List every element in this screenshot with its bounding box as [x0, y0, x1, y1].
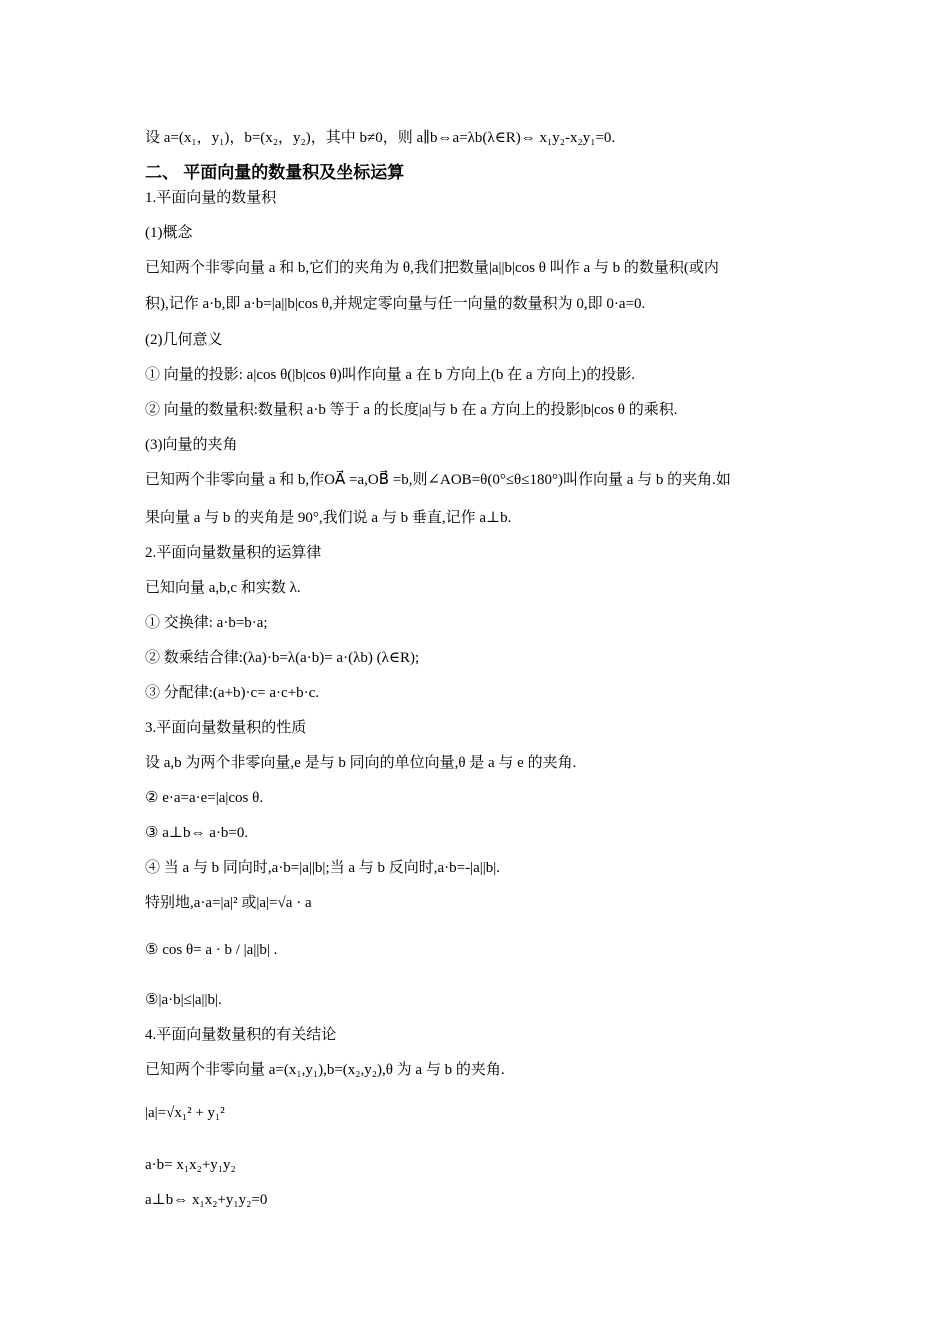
text-line: 果向量 a 与 b 的夹角是 90°,我们说 a 与 b 垂直,记作 a⊥b. [145, 510, 512, 526]
text-line: ② 数乘结合律:(λa)·b=λ(a·b)= a·(λb) (λ∈R); [145, 650, 420, 666]
text-line: (2)几何意义 [145, 332, 223, 348]
text-line: ① 向量的投影: a|cos θ(|b|cos θ)叫作向量 a 在 b 方向上(b 在 a 方向上)的投影. [145, 367, 635, 383]
text-line: ③ a⊥b⇔ a·b=0. [145, 825, 249, 841]
formula-line: |a|=√x₁² + y₁² [145, 1105, 225, 1121]
text-line: ④ 当 a 与 b 同向时,a·b=|a||b|;当 a 与 b 反向时,a·b=-|a||b|. [145, 860, 501, 876]
text-line: ⑤|a·b|≤|a||b|. [145, 992, 222, 1008]
text-line: 设 a,b 为两个非零向量,e 是与 b 同向的单位向量,θ 是 a 与 e 的夹角. [145, 755, 577, 771]
text-line: 已知两个非零向量 a 和 b,作OA⃗ =a,OB⃗ =b,则∠AOB=θ(0°≤θ≤180°)叫作向量 a 与 b 的夹角.如 [145, 472, 731, 488]
text-line: ③ 分配律:(a+b)·c= a·c+b·c. [145, 685, 320, 701]
formula-line: a⊥b⇔ x₁x₂+y₁y₂=0 [145, 1192, 268, 1208]
text-line: 设 a=(x₁，y₁)，b=(x₂，y₂)，其中 b≠0，则 a∥b⇔a=λb(λ∈R)⇔ x₁y₂-x₂y₁=0. [145, 130, 616, 146]
text-line: ① 交换律: a·b=b·a; [145, 615, 268, 631]
formula-line: ⑤ cos θ= a · b / |a||b| . [145, 942, 278, 958]
formula-line: 特别地,a·a=|a|² 或|a|=√a · a [145, 895, 312, 911]
subsection-heading: 4.平面向量数量积的有关结论 [145, 1027, 337, 1043]
text-line: ② 向量的数量积:数量积 a·b 等于 a 的长度|a|与 b 在 a 方向上的投影|b|cos θ 的乘积. [145, 402, 678, 418]
text-line: 积),记作 a·b,即 a·b=|a||b|cos θ,并规定零向量与任一向量的数量积为 0,即 0·a=0. [145, 296, 646, 312]
formula-line: a·b= x₁x₂+y₁y₂ [145, 1157, 236, 1173]
section-heading: 二、 平面向量的数量积及坐标运算 [145, 163, 405, 182]
text-line: 已知向量 a,b,c 和实数 λ. [145, 580, 301, 596]
subsection-heading: 3.平面向量数量积的性质 [145, 720, 307, 736]
text-line: (3)向量的夹角 [145, 437, 238, 453]
text-line: 已知两个非零向量 a=(x₁,y₁),b=(x₂,y₂),θ 为 a 与 b 的夹角. [145, 1062, 505, 1078]
text-line: 已知两个非零向量 a 和 b,它们的夹角为 θ,我们把数量|a||b|cos θ 叫作 a 与 b 的数量积(或内 [145, 260, 719, 276]
text-line: (1)概念 [145, 225, 193, 241]
text-line: ② e·a=a·e=|a|cos θ. [145, 790, 264, 806]
subsection-heading: 1.平面向量的数量积 [145, 190, 277, 206]
subsection-heading: 2.平面向量数量积的运算律 [145, 545, 322, 561]
